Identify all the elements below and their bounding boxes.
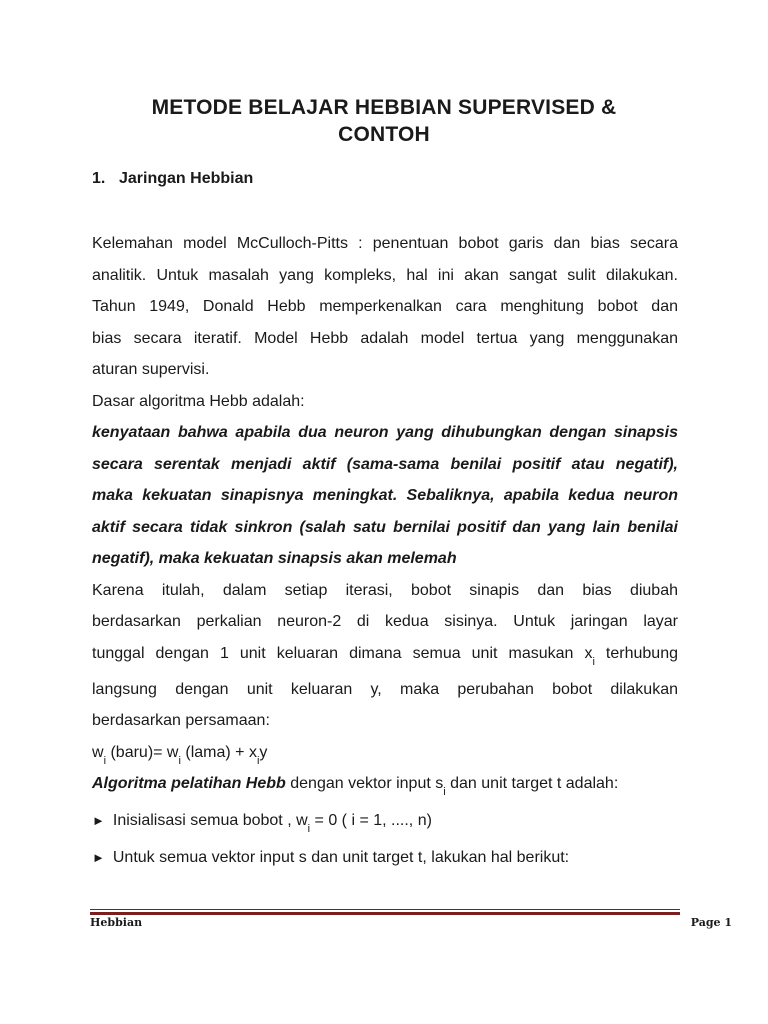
quote-line: kenyataan bahwa apabila dua neuron yang dihubungkan dengan sinapsis — [92, 424, 678, 441]
paragraph2-line-3: tunggal dengan 1 unit keluaran dimana semua unit masukan $x_i$ terhubung — [92, 644, 678, 668]
paragraph1-line: Kelemahan model McCulloch-Pitts : penentuan bobot garis dan bias secara — [92, 235, 678, 252]
page-title — [90, 94, 678, 148]
body-text — [92, 228, 678, 874]
quote-line: aktif secara tidak sinkron (salah satu bernilai positif dan yang lain benilai — [92, 518, 678, 536]
section-number: 1. — [92, 170, 106, 187]
title-line-1: METODE BELAJAR HEBBIAN SUPERVISED & — [151, 96, 617, 119]
dasar-label: Dasar algoritma Hebb adalah: — [92, 392, 305, 410]
page-number: Page 1 — [690, 916, 732, 929]
title-line-2: CONTOH — [338, 123, 430, 146]
paragraph2-line: Karena itulah, dalam setiap iterasi, bobot sinapis dan bias diubah — [92, 581, 678, 599]
quote-line: secara serentak menjadi aktif (sama-sama benilai positif atau negatif), — [92, 455, 678, 473]
paragraph1-line: aturan supervisi. — [92, 361, 210, 378]
paragraph2-line: langsung dengan unit keluaran y, maka perubahan bobot dilakukan — [92, 680, 678, 698]
quote-line: maka kekuatan sinapisnya meningkat. Sebaliknya, apabila kedua neuron — [92, 487, 678, 504]
section-title: Jaringan Hebbian — [119, 170, 254, 187]
footer-rule — [90, 909, 680, 915]
arrow-bullet-icon: ► — [92, 850, 105, 865]
paragraph1-line: analitik. Untuk masalah yang kompleks, hal ini akan sangat sulit dilakukan. — [92, 266, 678, 284]
paragraph2-line: berdasarkan perkalian neuron-2 di kedua sisinya. Untuk jaringan layar — [92, 613, 678, 630]
algoritma-line: Algoritma pelatihan Hebb dengan vektor input $s_i$ dan unit target t adalah: — [92, 775, 619, 798]
quote-line: negatif), maka kekuatan sinapsis akan melemah — [92, 550, 457, 567]
bullet-item-1: ► Inisialisasi semua bobot , $w_i = 0$ ( i = 1, ...., n) — [92, 812, 432, 835]
paragraph1-line: Tahun 1949, Donald Hebb memperkenalkan cara menghitung bobot dan — [92, 298, 678, 315]
paragraph1-line: bias secara iteratif. Model Hebb adalah model tertua yang menggunakan — [92, 329, 678, 347]
bullet-item-2: ► Untuk semua vektor input s dan unit target t, lakukan hal berikut: — [92, 849, 570, 866]
formula: $w_i$ (baru)= $w_i$ (lama) + $x_iy$ — [92, 743, 268, 767]
arrow-bullet-icon: ► — [92, 813, 105, 828]
footer-title: Hebbian — [90, 916, 143, 929]
paragraph2-line: berdasarkan persamaan: — [92, 712, 270, 729]
section-heading — [92, 169, 253, 189]
